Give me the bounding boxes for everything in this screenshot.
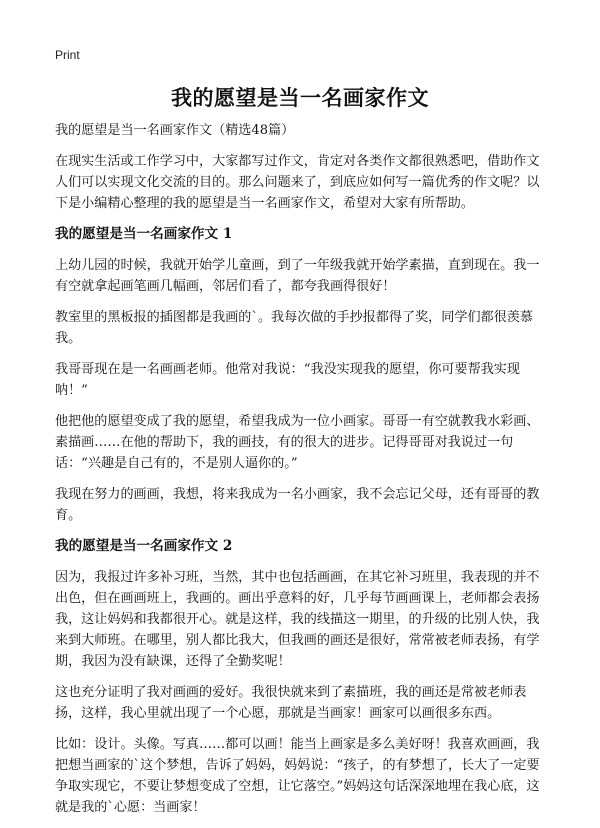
paragraph: 我哥哥现在是一名画画老师。他常对我说：“我没实现我的愿望，你可要帮我实现呐！” [55, 362, 520, 398]
article-body [55, 120, 550, 825]
intro-paragraph: 在现实生活或工作学习中，大家都写过作文，肯定对各类作文都很熟悉吧，借助作文人们可以实现文化交流的目的。那么问题来了，到底应如何写一篇优秀的作文呢？以下是小编精心整理的我的愿望是当一名画家作文，希望对大家有所帮助。 [55, 154, 540, 211]
page-title: 我的愿望是当一名画家作文 [171, 85, 429, 110]
paragraph: 我现在努力的画画，我想，将来我成为一名小画家，我不会忘记父母，还有哥哥的教育。 [55, 487, 540, 523]
paragraph: 上幼儿园的时候，我就开始学儿童画，到了一年级我就开始学素描，直到现在。我一有空就拿起画笔画几幅画，邻居们看了，都夸我画得很好！ [55, 258, 540, 294]
article-subtitle: 我的愿望是当一名画家作文（精选48篇） [55, 123, 295, 138]
paragraph: 这也充分证明了我对画画的爱好。我很快就来到了素描班，我的画还是常被老师表扬，这样，我心里就出现了一个心愿，那就是当画家！画家可以画很多东西。 [55, 685, 527, 721]
paragraph: 教室里的黑板报的插图都是我画的`。我每次做的手抄报都得了奖，同学们都很羡慕我。 [55, 310, 533, 346]
section-heading: 我的愿望是当一名画家作文 2 [55, 538, 233, 554]
print-link[interactable]: Print [55, 48, 80, 62]
section-heading: 我的愿望是当一名画家作文 1 [55, 226, 233, 242]
paragraph: 他把他的愿望变成了我的愿望，希望我成为一位小画家。哥哥一有空就教我水彩画、素描画……在他的帮助下，我的画技，有的很大的进步。记得哥哥对我说过一句话：“兴趣是自己有的，不是别人逼你的。” [55, 414, 540, 471]
paragraph: 比如：设计。头像。写真……都可以画！能当上画家是多么美好呀！我喜欢画画，我把想当画家的`这个梦想，告诉了妈妈，妈妈说：“孩子，的有梦想了，长大了一定要争取实现它，不要让梦想变成了空想，让它落空。”妈妈这句话深深地埋在我心底，这就是我的`心愿：当画家！ [55, 737, 540, 815]
paragraph: 因为，我报过许多补习班，当然，其中也包括画画，在其它补习班里，我表现的并不出色，但在画画班上，我画的。画出乎意料的好，几乎每节画画课上，老师都会表扬我，这让妈妈和我都很开心。就是这样，我的线描这一期里，的升级的比别人快，我来到大师班。在哪里，别人都比我大，但我画的画还是很好，常常被老师表扬，有学期，我因为没有缺课，还得了全勤奖呢！ [55, 570, 540, 669]
